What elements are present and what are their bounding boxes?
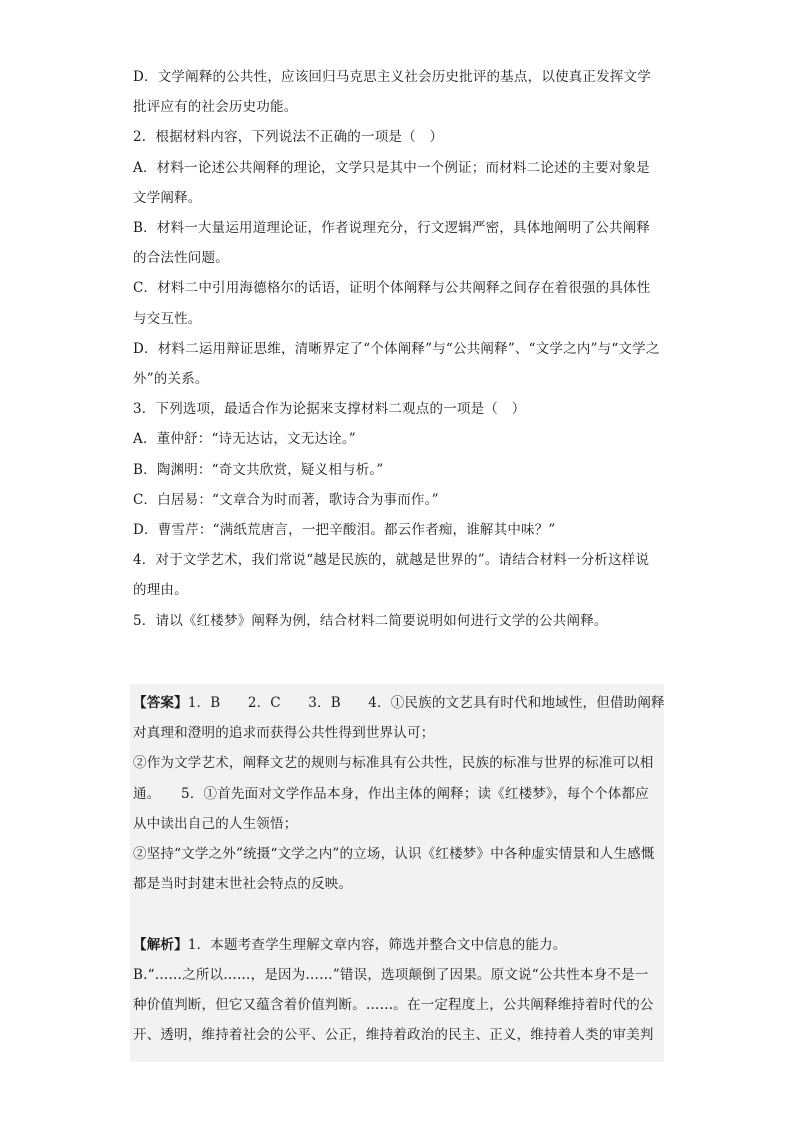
q1-option-d-line: 批评应有的社会历史功能。 — [133, 99, 298, 116]
answer-section — [133, 688, 663, 1050]
q2-stem: 2．根据材料内容，下列说法不正确的一项是（ ） — [133, 129, 444, 146]
q3-option-a: A．董仲舒：“诗无达诂，文无达诠。” — [133, 431, 356, 448]
q3-option-c: C．白居易：“文章合为时而著，歌诗合为事而作。” — [133, 491, 439, 508]
q4-line: 4．对于文学艺术，我们常说“越是民族的，就越是世界的”。请结合材料一分析这样说 — [133, 552, 650, 569]
analysis-text: 1．本题考查学生理解文章内容，筛选并整合文中信息的能力。 — [187, 936, 567, 953]
q5-line: 5．请以《红楼梦》阐释为例，结合材料二简要说明如何进行文学的公共阐释。 — [133, 612, 608, 629]
q2-option-a-line: A．材料一论述公共阐释的理论，文学只是其中一个例证；而材料二论述的主要对象是 — [133, 159, 650, 176]
answer-line: ②坚持“文学之外”统摄“文学之内”的立场，认识《红楼梦》中各种虚实情景和人生感慨 — [133, 846, 655, 863]
q2-option-d-line: D．材料二运用辩证思维，清晰界定了“个体阐释”与“公共阐释”、“文学之内”与“文学之 — [133, 340, 660, 357]
analysis-line — [133, 930, 663, 960]
section-spacer — [133, 899, 663, 929]
answer-text: 1．B 2．C 3．B 4．①民族的文艺具有时代和地域性，但借助阐释 — [187, 695, 665, 711]
q2-option-c-line: 与交互性。 — [133, 310, 202, 327]
q2-option-b-line: B．材料一大量运用道理论证，作者说理充分，行文逻辑严密，具体地阐明了公共阐释 — [133, 220, 651, 237]
answer-label: 【答案】 — [133, 695, 188, 711]
q3-stem: 3．下列选项，最适合作为论据来支撑材料二观点的一项是（ ） — [133, 401, 526, 418]
answer-line — [133, 688, 663, 718]
question-section — [133, 62, 663, 636]
analysis-line: 种价值判断，但它又蕴含着价值判断。……。在一定程度上，公共阐释维持着时代的公 — [133, 997, 654, 1014]
answer-line: 都是当时封建末世社会特点的反映。 — [133, 876, 353, 893]
q3-option-d: D．曹雪芹：“满纸荒唐言，一把辛酸泪。都云作者痴，谁解其中味？” — [133, 522, 556, 539]
analysis-line: 开、透明，维持着社会的公平、公正，维持着政治的民主、正义，维持着人类的审美判 — [133, 1027, 654, 1044]
answer-line: 从中读出自己的人生领悟； — [133, 815, 298, 832]
analysis-line: B.“……之所以……，是因为……”错误，选项颠倒了因果。原文说“公共性本身不是一 — [133, 966, 649, 983]
q3-option-b: B．陶渊明：“奇文共欣赏，疑义相与析。” — [133, 461, 384, 478]
answer-line: ②作为文学艺术，阐释文艺的规则与标准具有公共性，民族的标准与世界的标准可以相 — [133, 755, 654, 772]
q2-option-a-line: 文学阐释。 — [133, 189, 202, 206]
analysis-label: 【解析】 — [133, 936, 188, 953]
q2-option-c-line: C．材料二中引用海德格尔的话语，证明个体阐释与公共阐释之间存在着很强的具体性 — [133, 280, 651, 297]
q2-option-d-line: 外”的关系。 — [133, 371, 209, 388]
q1-option-d-line: D．文学阐释的公共性，应该回归马克思主义社会历史批评的基点，以使真正发挥文学 — [133, 69, 651, 85]
answer-line: 对真理和澄明的追求而获得公共性得到世界认可； — [133, 725, 435, 742]
answer-line: 通。 5．①首先面对文学作品本身，作出主体的阐释；读《红楼梦》，每个个体都应 — [133, 785, 649, 802]
q4-line: 的理由。 — [133, 582, 188, 599]
q2-option-b-line: 的合法性问题。 — [133, 250, 229, 267]
